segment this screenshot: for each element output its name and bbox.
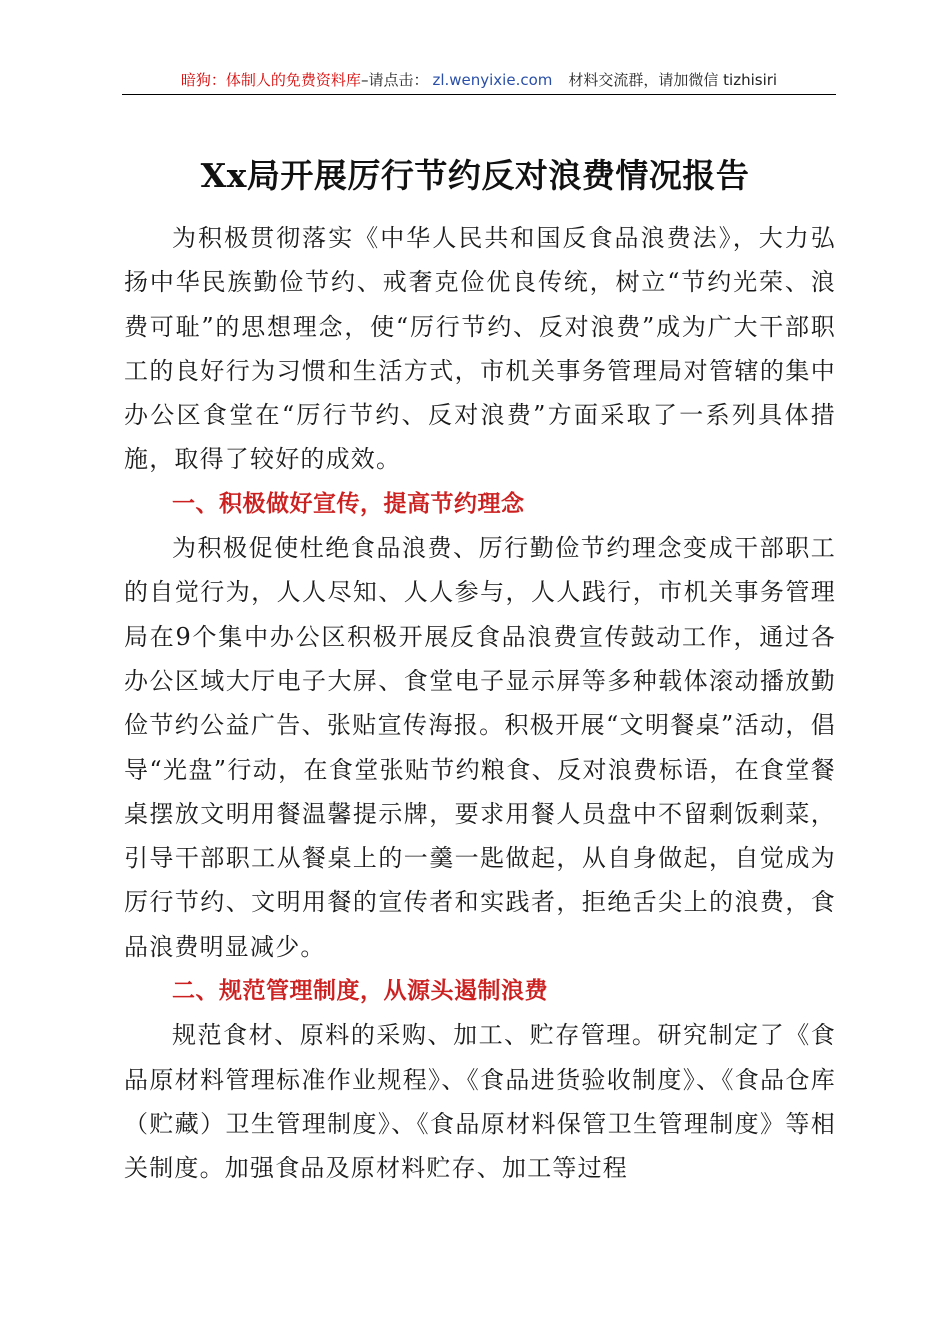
header-url-link[interactable]: zl.wenyixie.com: [432, 71, 553, 89]
document-body: [124, 216, 836, 1191]
intro-paragraph: 为积极贯彻落实《中华人民共和国反食品浪费法》，大力弘扬中华民族勤俭节约、戒奢克俭优良传统，树立“节约光荣、浪费可耻”的思想理念，使“厉行节约、反对浪费”成为广大干部职工的良好行为习惯和生活方式，市机关事务管理局对管辖的集中办公区食堂在“厉行节约、反对浪费”方面采取了一系列具体措施，取得了较好的成效。: [124, 224, 836, 474]
page-header: [122, 66, 836, 95]
header-brand: 暗狗：体制人的免费资料库: [180, 71, 361, 89]
section-1-paragraph: 为积极促使杜绝食品浪费、厉行勤俭节约理念变成干部职工的自觉行为，人人尽知、人人参与，人人践行，市机关事务管理局在9个集中办公区积极开展反食品浪费宣传鼓动工作，通过各办公区域大厅电子大屏、食堂电子显示屏等多种载体滚动播放勤俭节约公益广告、张贴宣传海报。积极开展“文明餐桌”活动，倡导“光盘”行动，在食堂张贴节约粮食、反对浪费标语，在食堂餐桌摆放文明用餐温馨提示牌，要求用餐人员盘中不留剩饭剩菜，引导干部职工从餐桌上的一羹一匙做起，从自身做起，自觉成为厉行节约、文明用餐的宣传者和实践者，拒绝舌尖上的浪费，食品浪费明显减少。: [124, 534, 836, 961]
section-2-heading: 二、规范管理制度，从源头遏制浪费: [172, 978, 548, 1005]
header-wechat-note: 材料交流群，请加微信 tizhisiri: [568, 71, 778, 89]
header-click-prompt: –请点击：: [360, 71, 429, 89]
section-2-paragraph: 规范食材、原料的采购、加工、贮存管理。研究制定了《食品原材料管理标准作业规程》、《食品进货验收制度》、《食品仓库（贮藏）卫生管理制度》、《食品原材料保管卫生管理制度》等相关制度。加强食品及原材料贮存、加工等过程: [124, 1021, 836, 1183]
section-1-heading: 一、积极做好宣传，提高节约理念: [172, 490, 525, 517]
document-title: Xx局开展厉行节约反对浪费情况报告: [200, 156, 750, 195]
